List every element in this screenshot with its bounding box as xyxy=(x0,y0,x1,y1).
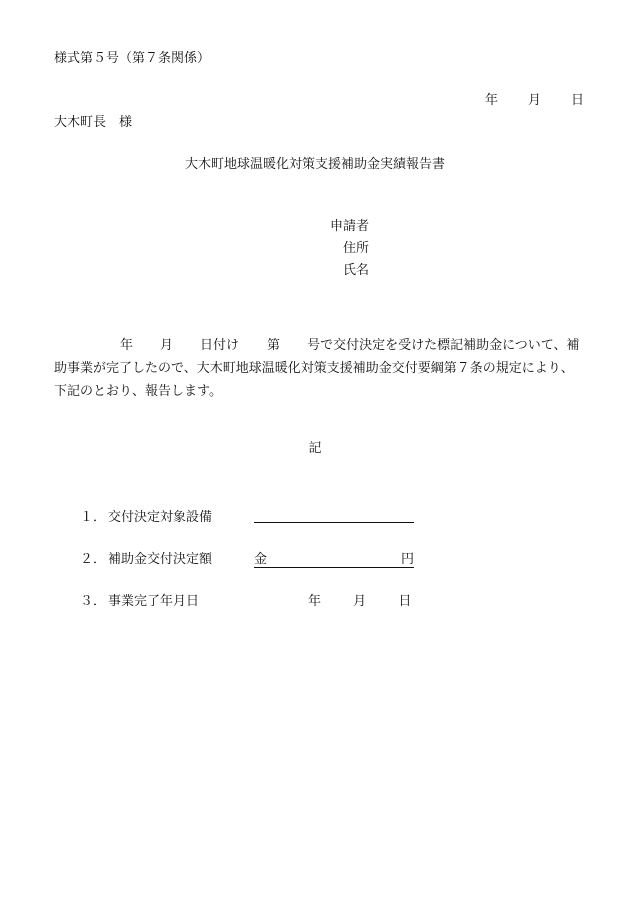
name-label: 氏名 xyxy=(343,263,370,278)
amount-field xyxy=(254,553,414,568)
body-line-3: 下記のとおり、報告します。 xyxy=(54,384,222,399)
item-number: １． xyxy=(80,510,107,525)
amount-suffix: 円 xyxy=(400,552,414,567)
completion-month-label: 月 xyxy=(353,594,367,609)
date-month-label: 月 xyxy=(527,93,541,108)
report-body xyxy=(54,334,584,403)
applicant-heading: 申請者 xyxy=(330,219,370,234)
body-line-1-rest: 号で交付決定を受けた標記補助金について、補 xyxy=(307,338,580,353)
item-label: 補助金交付決定額 xyxy=(108,552,213,567)
amount-prefix: 金 xyxy=(254,552,268,567)
recipient: 大木町長 様 xyxy=(54,115,133,130)
document-title: 大木町地球温暖化対策支援補助金実績報告書 xyxy=(184,157,445,172)
form-number: 様式第５号（第７条関係） xyxy=(54,51,211,66)
date-year-label: 年 xyxy=(484,93,498,108)
item-equipment xyxy=(80,511,212,524)
body-no: 第 xyxy=(267,338,281,353)
date-day-label: 日 xyxy=(570,93,584,108)
body-day: 日付け xyxy=(200,338,240,353)
submission-date xyxy=(485,94,584,107)
completion-year-label: 年 xyxy=(308,594,322,609)
body-line-1 xyxy=(54,334,584,357)
completion-day-label: 日 xyxy=(398,594,412,609)
ki-heading: 記 xyxy=(308,441,322,456)
item-number: ３． xyxy=(80,594,107,609)
body-year: 年 xyxy=(120,338,134,353)
item-amount xyxy=(80,553,212,566)
item-number: ２． xyxy=(80,552,107,567)
body-line-2: 助事業が完了したので、大木町地球温暖化対策支援補助金交付要綱第７条の規定により、 xyxy=(54,361,574,376)
applicant-block xyxy=(330,220,369,286)
body-month: 月 xyxy=(160,338,174,353)
item-completion-date xyxy=(80,595,199,608)
equipment-input-line xyxy=(254,522,414,523)
item-label: 事業完了年月日 xyxy=(108,594,200,609)
completion-date-field xyxy=(308,595,411,608)
item-label: 交付決定対象設備 xyxy=(108,510,213,525)
address-label: 住所 xyxy=(343,241,370,256)
